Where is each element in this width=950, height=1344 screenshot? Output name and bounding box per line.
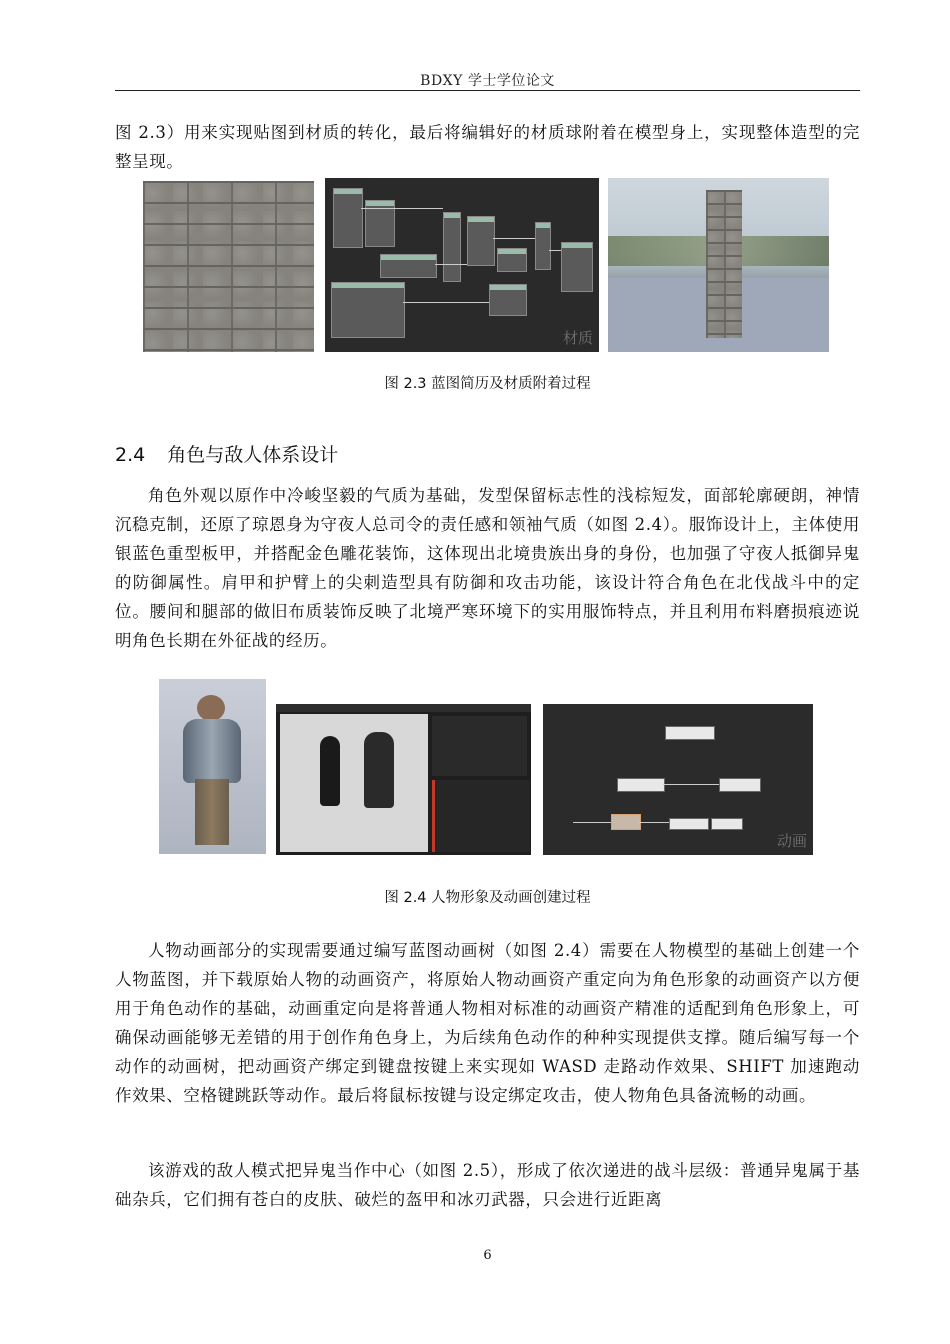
graph-wire [639, 822, 669, 823]
running-header: BDXY 学士学位论文 [420, 73, 555, 89]
graph-wire [435, 264, 467, 265]
paragraph-2: 角色外观以原作中冷峻坚毅的气质为基础，发型保留标志性的浅棕短发，面部轮廓硬朗，神情沉稳克制，还原了琼恩身为守夜人总司令的责任感和领袖气质（如图 2.4）。服饰设计上，主体使用银蓝色重型板甲，并搭配金色雕花装饰，这体现出北境贵族出身的身份，也加强了守夜人抵御异鬼的防御属性。肩甲和护臂上的尖刺造型具有防御和攻击功能，该设计符合角色在北伐战斗中的定位。腰间和腿部的做旧布质装饰反映了北境严寒环境下的实用服饰特点，并且利用布料磨损痕迹说明角色长期在外征战的经历。 [115, 486, 860, 650]
graph-node [561, 242, 593, 292]
graph-node [333, 188, 363, 248]
viewport [280, 714, 428, 852]
graph-wire [549, 250, 561, 251]
character-armor [183, 719, 241, 783]
state-node [711, 818, 743, 830]
details-panel [432, 716, 527, 776]
graph-node [331, 282, 405, 338]
graph-wire [663, 784, 719, 785]
animation-state-graph-image [543, 704, 813, 855]
figure-watermark: 材质 [562, 329, 593, 347]
character-head [197, 695, 225, 721]
section-number: 2.4 [115, 444, 146, 466]
bone-list-panel [432, 780, 530, 852]
figure-2-3-caption: 图 2.3 蓝图简历及材质附着过程 [384, 376, 591, 392]
material-node-graph-image [325, 178, 599, 352]
graph-wire [361, 208, 443, 209]
graph-node [497, 248, 527, 272]
graph-node [535, 222, 551, 270]
graph-node [467, 216, 495, 266]
header-rule [115, 90, 860, 91]
state-node [669, 818, 709, 830]
paragraph-1: 图 2.3）用来实现贴图到材质的转化，最后将编辑好的材质球附着在模型身上，实现整体造型的完整呈现。 [115, 123, 860, 171]
pillar-render-image [608, 178, 829, 352]
character-legs [195, 779, 229, 845]
section-heading [115, 440, 338, 467]
state-node [617, 778, 665, 792]
paragraph-3: 人物动画部分的实现需要通过编写蓝图动画树（如图 2.4）需要在人物模型的基础上创建一个人物蓝图，并下载原始人物的动画资产，将原始人物动画资产重定向为角色形象的动画资产以方便用于角色动作的基础，动画重定向是将普通人物相对标准的动画资产精准的适配到角色形象上，可确保动画能够无差错的用于创作角色身上，为后续角色动作的种种实现提供支撑。随后编写每一个动作的动画树，把动画资产绑定到键盘按键上来实现如 WASD 走路动作效果、SHIFT 加速跑动作效果、空格键跳跃等动作。最后将鼠标按键与设定绑定攻击，使人物角色具备流畅的动画。 [115, 941, 860, 1105]
paragraph-4: 该游戏的敌人模式把异鬼当作中心（如图 2.5），形成了依次递进的战斗层级：普通异鬼属于基础杂兵，它们拥有苍白的皮肤、破烂的盔甲和冰刃武器，只会进行近距离 [115, 1161, 860, 1209]
state-node [611, 814, 641, 830]
figure-watermark: 动画 [776, 832, 807, 850]
state-node [665, 726, 715, 740]
editor-titlebar [276, 704, 531, 712]
mannequin-figure [320, 736, 340, 806]
section-title: 角色与敌人体系设计 [167, 444, 339, 466]
character-model-image [159, 679, 266, 854]
graph-node [380, 254, 437, 278]
page-number: 6 [483, 1248, 492, 1263]
state-node [719, 778, 761, 792]
graph-wire [403, 302, 489, 303]
armored-figure [364, 732, 394, 808]
graph-wire [493, 238, 535, 239]
stone-pillar [706, 190, 742, 338]
figure-2-4-caption: 图 2.4 人物形象及动画创建过程 [384, 890, 591, 906]
graph-node [489, 284, 527, 316]
graph-wire [573, 822, 611, 823]
retarget-editor-image [276, 704, 531, 855]
graph-node [443, 212, 461, 282]
brick-texture-image [143, 181, 314, 352]
